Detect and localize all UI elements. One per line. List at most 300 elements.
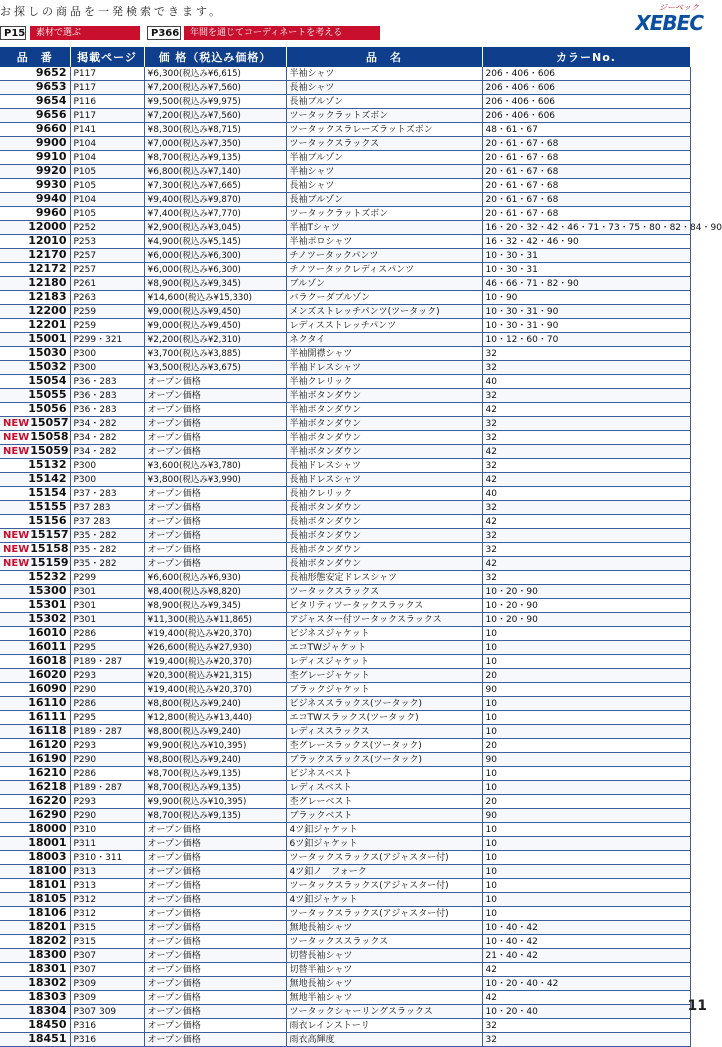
product-name-cell: 無地半袖シャツ	[286, 991, 482, 1005]
product-name-cell: ツータックスラックス	[286, 137, 482, 151]
catalog-page-cell: P307 309	[70, 1005, 144, 1019]
price-cell	[144, 137, 286, 151]
product-code: 15232	[28, 570, 67, 583]
price-cell	[144, 585, 286, 599]
color-number-cell: 10・40・42	[482, 921, 690, 935]
color-number-cell: 206・406・606	[482, 109, 690, 123]
brand-kana: ジーベック	[659, 3, 699, 12]
table-row	[0, 641, 690, 655]
product-name-cell: 6ツ釦ジャケット	[286, 837, 482, 851]
table-row	[0, 767, 690, 781]
product-code-cell	[0, 235, 70, 249]
table-row	[0, 963, 690, 977]
product-code: 9654	[35, 94, 67, 107]
price-value: オープン価格	[147, 1020, 201, 1031]
price-cell	[144, 445, 286, 459]
catalog-page-cell: P36・283	[70, 375, 144, 389]
price-value: ¥2,900	[147, 222, 179, 233]
price-cell	[144, 697, 286, 711]
product-code-cell	[0, 879, 70, 893]
price-with-tax: (税込み¥7,560)	[179, 82, 241, 93]
product-code: 12170	[28, 248, 67, 261]
product-code: 15154	[28, 486, 67, 499]
price-with-tax: (税込み¥3,990)	[179, 474, 241, 485]
product-code: 15156	[28, 514, 67, 527]
catalog-page-cell: P307	[70, 949, 144, 963]
price-value: ¥3,800	[147, 474, 179, 485]
price-cell	[144, 669, 286, 683]
price-with-tax: (税込み¥13,440)	[184, 712, 253, 723]
product-code-cell	[0, 81, 70, 95]
price-value: ¥14,600	[147, 292, 185, 303]
product-code: 18202	[28, 934, 67, 947]
product-name-cell: 長袖ボタンダウン	[286, 543, 482, 557]
price-with-tax: (税込み¥7,140)	[179, 166, 241, 177]
product-name-cell: 半袖ボタンダウン	[286, 431, 482, 445]
product-code: 16218	[28, 780, 67, 793]
catalog-page-cell: P37 283	[70, 501, 144, 515]
product-name-cell: チノツータックレディスパンツ	[286, 263, 482, 277]
page-number: 11	[687, 998, 707, 1014]
product-code: 9910	[35, 150, 67, 163]
color-number-cell: 10	[482, 641, 690, 655]
catalog-page-cell: P116	[70, 95, 144, 109]
color-number-cell: 90	[482, 683, 690, 697]
catalog-page-cell: P290	[70, 753, 144, 767]
color-number-cell: 10	[482, 851, 690, 865]
product-name-cell: ツータックスラックス(アジャスター付)	[286, 879, 482, 893]
catalog-page-cell: P312	[70, 907, 144, 921]
color-number-cell: 32	[482, 529, 690, 543]
table-row	[0, 179, 690, 193]
price-value: ¥19,400	[147, 656, 185, 667]
price-value: ¥4,900	[147, 236, 179, 247]
table-row	[0, 431, 690, 445]
price-value: オープン価格	[147, 936, 201, 947]
catalog-page-cell: P310・311	[70, 851, 144, 865]
catalog-page-cell: P310	[70, 823, 144, 837]
price-value: オープン価格	[147, 390, 201, 401]
table-row	[0, 249, 690, 263]
product-code: 15059	[30, 444, 69, 457]
price-with-tax: (税込み¥9,975)	[179, 96, 241, 107]
table-row	[0, 613, 690, 627]
color-number-cell: 10	[482, 711, 690, 725]
table-row	[0, 319, 690, 333]
price-value: オープン価格	[147, 376, 201, 387]
price-cell	[144, 109, 286, 123]
tag-page-p366: P366	[147, 26, 181, 40]
product-name-cell: ビジネスジャケット	[286, 627, 482, 641]
catalog-page-cell: P257	[70, 263, 144, 277]
price-cell	[144, 977, 286, 991]
product-name-cell: ネクタイ	[286, 333, 482, 347]
table-row	[0, 1033, 690, 1047]
product-code: 9652	[35, 66, 67, 79]
product-code: 16190	[28, 752, 67, 765]
product-code-cell	[0, 459, 70, 473]
product-code: 9653	[35, 80, 67, 93]
column-header-page: 掲載ページ	[70, 47, 144, 67]
price-value: ¥8,700	[147, 152, 179, 163]
table-row	[0, 501, 690, 515]
product-name-cell: 長袖シャツ	[286, 81, 482, 95]
price-cell	[144, 235, 286, 249]
color-number-cell: 42	[482, 991, 690, 1005]
price-cell	[144, 123, 286, 137]
color-number-cell: 10	[482, 865, 690, 879]
price-value: ¥9,000	[147, 306, 179, 317]
table-row	[0, 865, 690, 879]
product-code: 9960	[35, 206, 67, 219]
color-number-cell: 16・20・32・42・46・71・73・75・80・82・84・90	[482, 221, 690, 235]
product-name-cell: 切替長袖シャツ	[286, 949, 482, 963]
color-number-cell: 10	[482, 627, 690, 641]
product-code: 12200	[28, 304, 67, 317]
color-number-cell: 206・406・606	[482, 67, 690, 81]
product-code-cell	[0, 165, 70, 179]
price-value: ¥7,200	[147, 110, 179, 121]
table-row	[0, 137, 690, 151]
price-value: ¥8,900	[147, 278, 179, 289]
catalog-page-cell: P313	[70, 865, 144, 879]
color-number-cell: 20	[482, 795, 690, 809]
product-code-cell	[0, 725, 70, 739]
product-name-cell: 半袖ポロシャツ	[286, 235, 482, 249]
tag-label-material: 素材で選ぶ	[30, 26, 140, 40]
catalog-page-cell: P307	[70, 963, 144, 977]
price-value: ¥8,900	[147, 600, 179, 611]
price-cell	[144, 459, 286, 473]
price-with-tax: (税込み¥9,135)	[179, 768, 241, 779]
table-row	[0, 795, 690, 809]
price-with-tax: (税込み¥6,300)	[179, 264, 241, 275]
price-with-tax: (税込み¥21,315)	[184, 670, 253, 681]
color-number-cell: 32	[482, 347, 690, 361]
product-code: 16090	[28, 682, 67, 695]
product-name-cell: ビタリティツータックスラックス	[286, 599, 482, 613]
catalog-page-cell: P37・283	[70, 487, 144, 501]
product-name-cell: 半袖ブルゾン	[286, 151, 482, 165]
price-cell	[144, 641, 286, 655]
price-cell	[144, 851, 286, 865]
price-cell	[144, 865, 286, 879]
product-code: 18105	[28, 892, 67, 905]
price-cell	[144, 431, 286, 445]
product-code: 9656	[35, 108, 67, 121]
table-row	[0, 823, 690, 837]
price-with-tax: (税込み¥9,240)	[179, 754, 241, 765]
price-cell	[144, 179, 286, 193]
product-code: 18300	[28, 948, 67, 961]
product-code-cell	[0, 865, 70, 879]
product-name-cell: 長袖ボタンダウン	[286, 529, 482, 543]
product-name-cell: 長袖ボタンダウン	[286, 557, 482, 571]
product-code: 16120	[28, 738, 67, 751]
product-code: 9920	[35, 164, 67, 177]
price-with-tax: (税込み¥9,240)	[179, 726, 241, 737]
new-badge: NEW	[3, 446, 30, 457]
price-value: オープン価格	[147, 502, 201, 513]
product-code: 18303	[28, 990, 67, 1003]
price-cell	[144, 823, 286, 837]
table-row	[0, 67, 690, 81]
catalog-page-cell: P286	[70, 697, 144, 711]
product-name-cell: 長袖ボタンダウン	[286, 501, 482, 515]
product-code-cell	[0, 543, 70, 557]
color-number-cell: 10・12・60・70	[482, 333, 690, 347]
product-code-cell	[0, 151, 70, 165]
table-row	[0, 487, 690, 501]
product-name-cell: 長袖ブルゾン	[286, 193, 482, 207]
product-name-cell: ツータックシャーリングスラックス	[286, 1005, 482, 1019]
price-value: ¥9,000	[147, 320, 179, 331]
color-number-cell: 10・20・40・42	[482, 977, 690, 991]
color-number-cell: 10	[482, 823, 690, 837]
product-name-cell: 半袖ドレスシャツ	[286, 361, 482, 375]
price-cell	[144, 501, 286, 515]
catalog-page-cell: P141	[70, 123, 144, 137]
product-name-cell: 半袖ボタンダウン	[286, 417, 482, 431]
product-code-cell	[0, 627, 70, 641]
price-cell	[144, 277, 286, 291]
product-code-cell	[0, 95, 70, 109]
catalog-page-cell: P263	[70, 291, 144, 305]
product-code-cell	[0, 809, 70, 823]
product-code: 16011	[28, 640, 67, 653]
tag-label-coordinate: 年間を通じてコーディネートを考える	[184, 26, 380, 40]
catalog-page-cell: P293	[70, 739, 144, 753]
product-name-cell: 無地長袖シャツ	[286, 921, 482, 935]
product-code-cell	[0, 683, 70, 697]
price-with-tax: (税込み¥6,930)	[179, 572, 241, 583]
price-with-tax: (税込み¥9,870)	[179, 194, 241, 205]
price-cell	[144, 1033, 286, 1047]
price-with-tax: (税込み¥7,350)	[179, 138, 241, 149]
price-value: ¥6,300	[147, 68, 179, 79]
price-cell	[144, 249, 286, 263]
product-code-cell	[0, 585, 70, 599]
table-row	[0, 417, 690, 431]
price-value: ¥8,700	[147, 810, 179, 821]
price-with-tax: (税込み¥9,345)	[179, 278, 241, 289]
table-row	[0, 711, 690, 725]
column-header-color: カラーNo.	[482, 47, 690, 67]
price-value: ¥20,300	[147, 670, 185, 681]
product-code-cell	[0, 851, 70, 865]
product-code-cell	[0, 893, 70, 907]
product-name-cell: レディスストレッチパンツ	[286, 319, 482, 333]
price-cell	[144, 711, 286, 725]
product-code: 18450	[28, 1018, 67, 1031]
color-number-cell: 20・61・67・68	[482, 207, 690, 221]
price-value: オープン価格	[147, 866, 201, 877]
product-name-cell: ツータックススラックス	[286, 935, 482, 949]
table-row	[0, 949, 690, 963]
color-number-cell: 206・406・606	[482, 81, 690, 95]
price-value: オープン価格	[147, 404, 201, 415]
product-name-cell: 4ツ釦ノ フォーク	[286, 865, 482, 879]
price-cell	[144, 809, 286, 823]
color-number-cell: 10・20・40	[482, 1005, 690, 1019]
price-value: オープン価格	[147, 418, 201, 429]
product-code: 16118	[28, 724, 67, 737]
price-cell	[144, 949, 286, 963]
color-number-cell: 32	[482, 571, 690, 585]
product-code-cell	[0, 977, 70, 991]
price-value: オープン価格	[147, 488, 201, 499]
product-code-cell	[0, 347, 70, 361]
price-cell	[144, 991, 286, 1005]
color-number-cell: 32	[482, 389, 690, 403]
price-cell	[144, 543, 286, 557]
table-row	[0, 515, 690, 529]
catalog-page-cell: P311	[70, 837, 144, 851]
product-code: 16010	[28, 626, 67, 639]
catalog-page-cell: P189・287	[70, 725, 144, 739]
product-code-cell	[0, 193, 70, 207]
price-with-tax: (税込み¥6,300)	[179, 250, 241, 261]
price-value: ¥9,400	[147, 194, 179, 205]
table-row	[0, 109, 690, 123]
color-number-cell: 21・40・42	[482, 949, 690, 963]
price-cell	[144, 361, 286, 375]
color-number-cell: 40	[482, 487, 690, 501]
catalog-page-cell: P105	[70, 207, 144, 221]
color-number-cell: 42	[482, 473, 690, 487]
product-name-cell: 長袖クレリック	[286, 487, 482, 501]
table-row	[0, 445, 690, 459]
catalog-page-cell: P286	[70, 767, 144, 781]
product-name-cell: 切替半袖シャツ	[286, 963, 482, 977]
color-number-cell: 10	[482, 781, 690, 795]
price-cell	[144, 165, 286, 179]
product-name-cell: ビジネススラックス(ツータック)	[286, 697, 482, 711]
price-value: オープン価格	[147, 544, 201, 555]
color-number-cell: 10・30・31・90	[482, 319, 690, 333]
table-row	[0, 95, 690, 109]
product-code: 16210	[28, 766, 67, 779]
table-row	[0, 725, 690, 739]
product-code: 12180	[28, 276, 67, 289]
price-cell	[144, 879, 286, 893]
product-code: 16110	[28, 696, 67, 709]
product-code: 12172	[28, 262, 67, 275]
product-code: 9940	[35, 192, 67, 205]
price-cell	[144, 725, 286, 739]
table-row	[0, 235, 690, 249]
price-with-tax: (税込み¥20,370)	[184, 628, 253, 639]
price-value: ¥7,400	[147, 208, 179, 219]
table-row	[0, 1005, 690, 1019]
product-code-cell	[0, 221, 70, 235]
product-code-cell	[0, 907, 70, 921]
color-number-cell: 46・66・71・82・90	[482, 277, 690, 291]
catalog-page-cell: P37 283	[70, 515, 144, 529]
price-cell	[144, 739, 286, 753]
price-cell	[144, 781, 286, 795]
price-value: ¥7,000	[147, 138, 179, 149]
product-name-cell: ツータックスラレーズラットズボン	[286, 123, 482, 137]
catalog-page-cell: P253	[70, 235, 144, 249]
product-name-cell: バラクーダブルゾン	[286, 291, 482, 305]
product-code: 16290	[28, 808, 67, 821]
table-row	[0, 809, 690, 823]
product-code-cell	[0, 417, 70, 431]
price-value: ¥8,700	[147, 768, 179, 779]
price-with-tax: (税込み¥7,560)	[179, 110, 241, 121]
product-code: 15158	[30, 542, 69, 555]
product-name-cell: ブラックベスト	[286, 809, 482, 823]
table-row	[0, 263, 690, 277]
catalog-page-cell: P312	[70, 893, 144, 907]
product-code-cell	[0, 795, 70, 809]
price-with-tax: (税込み¥7,665)	[179, 180, 241, 191]
color-number-cell: 20・61・67・68	[482, 165, 690, 179]
product-code: 15057	[30, 416, 69, 429]
product-code: 16018	[28, 654, 67, 667]
product-code: 18301	[28, 962, 67, 975]
price-value: ¥2,200	[147, 334, 179, 345]
price-cell	[144, 907, 286, 921]
color-number-cell: 32	[482, 543, 690, 557]
column-header-code: 品 番	[0, 47, 70, 67]
price-with-tax: (税込み¥11,865)	[184, 614, 253, 625]
price-cell	[144, 389, 286, 403]
price-value: オープン価格	[147, 922, 201, 933]
product-code: 9900	[35, 136, 67, 149]
product-code-cell	[0, 319, 70, 333]
price-value: オープン価格	[147, 894, 201, 905]
table-row	[0, 571, 690, 585]
price-value: オープン価格	[147, 950, 201, 961]
table-row	[0, 655, 690, 669]
color-number-cell: 32	[482, 361, 690, 375]
table-row	[0, 837, 690, 851]
table-row	[0, 389, 690, 403]
catalog-page-cell: P313	[70, 879, 144, 893]
product-code-cell	[0, 739, 70, 753]
product-code-cell	[0, 249, 70, 263]
table-row	[0, 907, 690, 921]
product-name-cell: 半袖ボタンダウン	[286, 389, 482, 403]
price-value: オープン価格	[147, 978, 201, 989]
table-row	[0, 893, 690, 907]
product-code: 15056	[28, 402, 67, 415]
product-code-cell	[0, 767, 70, 781]
product-code-cell	[0, 599, 70, 613]
color-number-cell: 42	[482, 403, 690, 417]
color-number-cell: 10・20・90	[482, 599, 690, 613]
price-with-tax: (税込み¥2,310)	[179, 334, 241, 345]
price-value: オープン価格	[147, 964, 201, 975]
catalog-page-cell: P117	[70, 109, 144, 123]
price-value: オープン価格	[147, 1034, 201, 1045]
product-code-cell	[0, 669, 70, 683]
product-code: 15132	[28, 458, 67, 471]
price-value: オープン価格	[147, 432, 201, 443]
catalog-page-cell: P105	[70, 179, 144, 193]
color-number-cell: 10・30・31	[482, 263, 690, 277]
product-code: 18302	[28, 976, 67, 989]
table-row	[0, 543, 690, 557]
catalog-page-cell: P315	[70, 921, 144, 935]
price-with-tax: (税込み¥8,715)	[179, 124, 241, 135]
product-code-cell	[0, 445, 70, 459]
product-name-cell: チノツータックパンツ	[286, 249, 482, 263]
product-code: 15142	[28, 472, 67, 485]
color-number-cell: 32	[482, 459, 690, 473]
